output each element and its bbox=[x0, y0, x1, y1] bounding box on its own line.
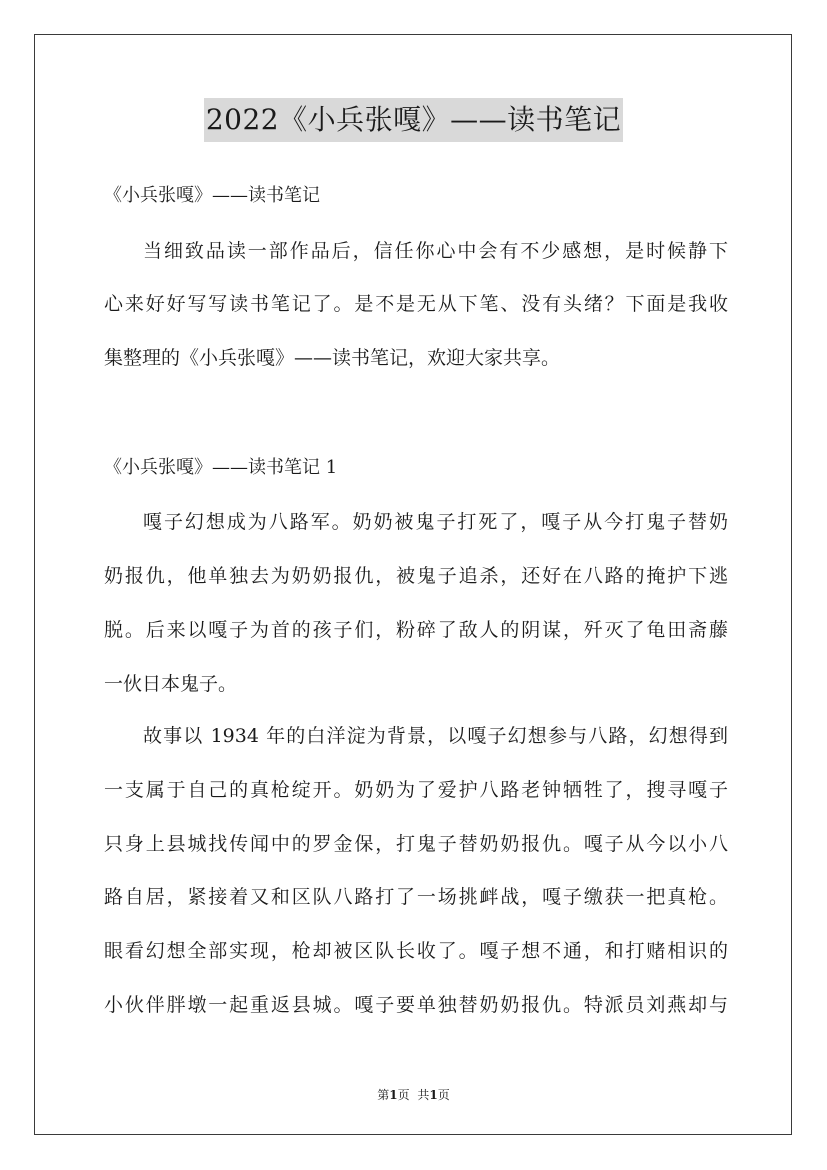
intro-line-1: 当细致品读一部作品后，信任你心中会有不少感想，是时候静下 bbox=[143, 240, 728, 262]
paragraph2-line-3: 只身上县城找传闻中的罗金保，打鬼子替奶奶报仇。嘎子从今以小八 bbox=[104, 833, 728, 855]
page-footer bbox=[0, 1086, 827, 1103]
section-heading: 《小兵张嘎》——读书笔记 1 bbox=[104, 457, 338, 478]
footer-total-number: 1 bbox=[429, 1088, 438, 1102]
footer-page-suffix: 页 bbox=[397, 1088, 410, 1102]
paragraph1-line-3: 脱。后来以嘎子为首的孩子们，粉碎了敌人的阴谋，歼灭了龟田斋藤 bbox=[104, 619, 728, 641]
footer-total-prefix: 共 bbox=[417, 1088, 430, 1102]
footer-total-suffix: 页 bbox=[437, 1088, 450, 1102]
paragraph1-line-4: 一伙日本鬼子。 bbox=[104, 673, 238, 695]
paragraph2-line-4: 路自居，紧接着又和区队八路打了一场挑衅战，嘎子缴获一把真枪。 bbox=[104, 886, 728, 908]
paragraph2-line-6: 小伙伴胖墩一起重返县城。嘎子要单独替奶奶报仇。特派员刘燕却与 bbox=[104, 994, 728, 1016]
footer-page-prefix: 第 bbox=[377, 1088, 390, 1102]
intro-line-2: 心来好好写写读书笔记了。是不是无从下笔、没有头绪？下面是我收 bbox=[104, 293, 728, 315]
footer-page-number: 1 bbox=[389, 1088, 398, 1102]
intro-line-3: 集整理的《小兵张嘎》——读书笔记，欢迎大家共享。 bbox=[104, 347, 561, 369]
title-container bbox=[0, 98, 827, 142]
paragraph2-line-5: 眼看幻想全部实现，枪却被区队长收了。嘎子想不通，和打赌相识的 bbox=[104, 940, 728, 962]
paragraph1-line-2: 奶报仇，他单独去为奶奶报仇，被鬼子追杀，还好在八路的掩护下逃 bbox=[104, 565, 728, 587]
document-title: 2022《小兵张嘎》——读书笔记 bbox=[204, 98, 623, 142]
document-subtitle: 《小兵张嘎》——读书笔记 bbox=[104, 185, 320, 206]
paragraph2-line-1: 故事以 1934 年的白洋淀为背景，以嘎子幻想参与八路，幻想得到 bbox=[143, 725, 728, 747]
paragraph2-line-2: 一支属于自己的真枪绽开。奶奶为了爱护八路老钟牺牲了，搜寻嘎子 bbox=[104, 779, 728, 801]
paragraph1-line-1: 嘎子幻想成为八路军。奶奶被鬼子打死了，嘎子从今打鬼子替奶 bbox=[143, 511, 728, 533]
